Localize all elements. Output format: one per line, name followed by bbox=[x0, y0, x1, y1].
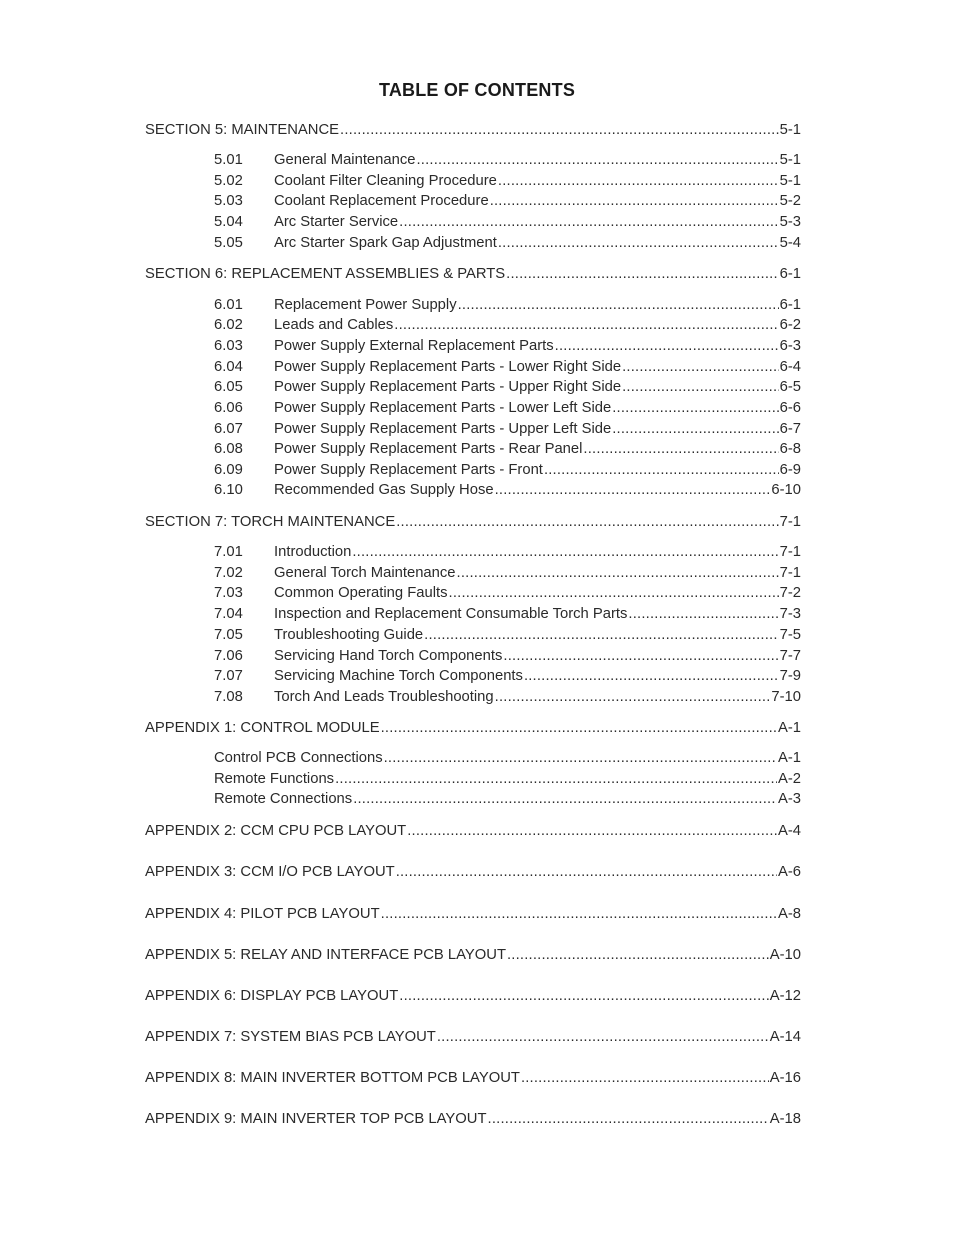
toc-page-number: 6-4 bbox=[779, 359, 801, 375]
toc-page-number: A-4 bbox=[777, 823, 801, 839]
dot-leader bbox=[490, 191, 779, 211]
toc-entry-label: Leads and Cables bbox=[274, 317, 394, 333]
toc-entry-number: 7.01 bbox=[214, 544, 243, 560]
toc-subsection-entry[interactable] bbox=[214, 315, 801, 335]
toc-entry-label: Power Supply Replacement Parts - Lower Left Side bbox=[274, 400, 612, 416]
toc-subsection-entry[interactable] bbox=[214, 625, 801, 645]
toc-entry-number: 6.05 bbox=[214, 379, 243, 395]
dot-leader bbox=[394, 315, 778, 335]
toc-page-number: 6-6 bbox=[779, 400, 801, 416]
dot-leader bbox=[458, 295, 779, 315]
toc-entry-number: 6.03 bbox=[214, 338, 243, 354]
toc-page-number: 5-1 bbox=[779, 152, 801, 168]
toc-page-number: 6-9 bbox=[779, 462, 801, 478]
toc-entry-label: Power Supply External Replacement Parts bbox=[274, 338, 554, 354]
toc-page-number: A-18 bbox=[769, 1111, 801, 1127]
toc-subsection-entry[interactable] bbox=[214, 604, 801, 624]
toc-entry-number: 7.07 bbox=[214, 668, 243, 684]
toc-entry-number: 5.03 bbox=[214, 193, 243, 209]
toc-page-number: 6-10 bbox=[771, 482, 801, 498]
toc-subsection-entry[interactable] bbox=[214, 191, 801, 211]
toc-section-entry[interactable] bbox=[145, 718, 801, 738]
toc-page-number: 6-7 bbox=[779, 421, 801, 437]
toc-entry-number: 7.05 bbox=[214, 627, 243, 643]
toc-entry-number: 7.02 bbox=[214, 565, 243, 581]
dot-leader bbox=[628, 604, 778, 624]
dot-leader bbox=[498, 233, 779, 253]
dot-leader bbox=[399, 986, 768, 1006]
toc-section-entry[interactable] bbox=[145, 986, 801, 1006]
dot-leader bbox=[495, 480, 771, 500]
toc-page-number: 5-2 bbox=[779, 193, 801, 209]
dot-leader bbox=[503, 646, 778, 666]
toc-section-entry[interactable] bbox=[145, 821, 801, 841]
dot-leader bbox=[340, 120, 779, 140]
toc-subsection-entry[interactable] bbox=[214, 480, 801, 500]
toc-entry-label: APPENDIX 3: CCM I/O PCB LAYOUT bbox=[145, 864, 395, 880]
dot-leader bbox=[449, 583, 779, 603]
toc-page-number: 6-2 bbox=[779, 317, 801, 333]
toc-section-entry[interactable] bbox=[145, 1068, 801, 1088]
toc-entry-number: 6.02 bbox=[214, 317, 243, 333]
toc-page-number: 7-3 bbox=[779, 606, 801, 622]
toc-subsection-entry[interactable] bbox=[214, 295, 801, 315]
dot-leader bbox=[416, 150, 778, 170]
dot-leader bbox=[612, 419, 778, 439]
toc-entry-label: General Torch Maintenance bbox=[274, 565, 456, 581]
toc-subsection-entry[interactable] bbox=[214, 542, 801, 562]
toc-entry-number: 7.08 bbox=[214, 689, 243, 705]
toc-page-number: 5-4 bbox=[779, 235, 801, 251]
toc-page-number: A-1 bbox=[777, 750, 801, 766]
toc-section-entry[interactable] bbox=[145, 264, 801, 284]
toc-page-number: 5-1 bbox=[779, 173, 801, 189]
toc-entry-label: APPENDIX 8: MAIN INVERTER BOTTOM PCB LAYOUT bbox=[145, 1070, 520, 1086]
toc-subsection-entry[interactable] bbox=[214, 233, 801, 253]
dot-leader bbox=[352, 542, 778, 562]
toc-page-number: A-12 bbox=[769, 988, 801, 1004]
toc-section-entry[interactable] bbox=[145, 862, 801, 882]
toc-entry-number: 5.04 bbox=[214, 214, 243, 230]
toc-entry-label: Coolant Replacement Procedure bbox=[274, 193, 489, 209]
toc-entry-number: 6.01 bbox=[214, 297, 243, 313]
toc-subsection-entry[interactable] bbox=[214, 171, 801, 191]
toc-entry-label: Introduction bbox=[274, 544, 352, 560]
toc-entry-number: 5.05 bbox=[214, 235, 243, 251]
toc-page-number: 7-1 bbox=[779, 544, 801, 560]
toc-page-number: 7-1 bbox=[779, 514, 801, 530]
toc-subsection-entry[interactable] bbox=[214, 789, 801, 809]
dot-leader bbox=[524, 666, 779, 686]
toc-page-number: A-3 bbox=[777, 791, 801, 807]
dot-leader bbox=[424, 625, 778, 645]
dot-leader bbox=[384, 748, 777, 768]
toc-section-entry[interactable] bbox=[145, 120, 801, 140]
toc-page-number: 6-5 bbox=[779, 379, 801, 395]
toc-page-number: A-1 bbox=[777, 720, 801, 736]
toc-entry-number: 5.02 bbox=[214, 173, 243, 189]
toc-page-number: A-8 bbox=[777, 906, 801, 922]
toc-entry-number: 6.08 bbox=[214, 441, 243, 457]
dot-leader bbox=[488, 1109, 769, 1129]
dot-leader bbox=[506, 264, 778, 284]
toc-entry-label: Remote Connections bbox=[214, 791, 353, 807]
dot-leader bbox=[498, 171, 779, 191]
toc-entry-label: APPENDIX 7: SYSTEM BIAS PCB LAYOUT bbox=[145, 1029, 436, 1045]
dot-leader bbox=[381, 904, 777, 924]
toc-subsection-entry[interactable] bbox=[214, 769, 801, 789]
toc-entry-label: Power Supply Replacement Parts - Lower Right Side bbox=[274, 359, 622, 375]
toc-entry-number: 6.06 bbox=[214, 400, 243, 416]
toc-subsection-entry[interactable] bbox=[214, 357, 801, 377]
toc-subsection-entry[interactable] bbox=[214, 439, 801, 459]
dot-leader bbox=[521, 1068, 769, 1088]
toc-entry-label: Power Supply Replacement Parts - Upper Right Side bbox=[274, 379, 622, 395]
toc-page-number: A-10 bbox=[769, 947, 801, 963]
dot-leader bbox=[457, 563, 779, 583]
toc-entry-label: Power Supply Replacement Parts - Rear Panel bbox=[274, 441, 583, 457]
dot-leader bbox=[396, 512, 778, 532]
dot-leader bbox=[544, 460, 779, 480]
toc-page-number: 7-2 bbox=[779, 585, 801, 601]
toc-entry-label: Recommended Gas Supply Hose bbox=[274, 482, 494, 498]
dot-leader bbox=[407, 821, 777, 841]
dot-leader bbox=[381, 718, 777, 738]
toc-subsection-entry[interactable] bbox=[214, 460, 801, 480]
toc-entry-label: SECTION 6: REPLACEMENT ASSEMBLIES & PARTS bbox=[145, 266, 506, 282]
toc-subsection-entry[interactable] bbox=[214, 666, 801, 686]
toc-entry-label: Control PCB Connections bbox=[214, 750, 383, 766]
toc-entry-label: APPENDIX 2: CCM CPU PCB LAYOUT bbox=[145, 823, 407, 839]
toc-page-number: 5-1 bbox=[779, 122, 801, 138]
toc-page-number: 5-3 bbox=[779, 214, 801, 230]
toc-page-number: A-2 bbox=[777, 771, 801, 787]
page-title: TABLE OF CONTENTS bbox=[378, 80, 576, 100]
toc-section-entry[interactable] bbox=[145, 1027, 801, 1047]
toc-subsection-entry[interactable] bbox=[214, 377, 801, 397]
toc-entry-label: Coolant Filter Cleaning Procedure bbox=[274, 173, 497, 189]
toc-page-number: A-6 bbox=[777, 864, 801, 880]
toc-subsection-entry[interactable] bbox=[214, 150, 801, 170]
toc-entry-label: SECTION 7: TORCH MAINTENANCE bbox=[145, 514, 396, 530]
toc-entry-label: Remote Functions bbox=[214, 771, 335, 787]
toc-entry-label: APPENDIX 4: PILOT PCB LAYOUT bbox=[145, 906, 380, 922]
toc-entry-number: 5.01 bbox=[214, 152, 243, 168]
dot-leader bbox=[396, 862, 777, 882]
dot-leader bbox=[555, 336, 779, 356]
toc-subsection-entry[interactable] bbox=[214, 748, 801, 768]
toc-entry-label: Arc Starter Service bbox=[274, 214, 399, 230]
toc-entry-number: 7.04 bbox=[214, 606, 243, 622]
toc-entry-label: APPENDIX 9: MAIN INVERTER TOP PCB LAYOUT bbox=[145, 1111, 487, 1127]
toc-page-number: 7-7 bbox=[779, 648, 801, 664]
toc-entry-number: 6.10 bbox=[214, 482, 243, 498]
toc-subsection-entry[interactable] bbox=[214, 212, 801, 232]
toc-entry-number: 7.06 bbox=[214, 648, 243, 664]
toc-page-number: 6-8 bbox=[779, 441, 801, 457]
toc-entry-label: Replacement Power Supply bbox=[274, 297, 457, 313]
toc-entry-number: 6.04 bbox=[214, 359, 243, 375]
toc-page-number: 7-1 bbox=[779, 565, 801, 581]
toc-entry-label: Servicing Machine Torch Components bbox=[274, 668, 523, 684]
dot-leader bbox=[622, 357, 779, 377]
toc-section-entry[interactable] bbox=[145, 512, 801, 532]
toc-page-number: A-14 bbox=[769, 1029, 801, 1045]
toc-entry-number: 6.07 bbox=[214, 421, 243, 437]
dot-leader bbox=[622, 377, 779, 397]
dot-leader bbox=[353, 789, 777, 809]
toc-section-entry[interactable] bbox=[145, 945, 801, 965]
toc-page-number: A-16 bbox=[769, 1070, 801, 1086]
toc-page-number: 7-9 bbox=[779, 668, 801, 684]
toc-entry-label: SECTION 5: MAINTENANCE bbox=[145, 122, 340, 138]
dot-leader bbox=[335, 769, 777, 789]
toc-entry-label: Power Supply Replacement Parts - Front bbox=[274, 462, 543, 478]
dot-leader bbox=[507, 945, 769, 965]
toc-entry-label: APPENDIX 5: RELAY AND INTERFACE PCB LAYOUT bbox=[145, 947, 506, 963]
dot-leader bbox=[399, 212, 778, 232]
toc-entry-label: General Maintenance bbox=[274, 152, 416, 168]
toc-subsection-entry[interactable] bbox=[214, 419, 801, 439]
dot-leader bbox=[612, 398, 778, 418]
toc-page-number: 6-1 bbox=[779, 266, 801, 282]
toc-page-number: 7-10 bbox=[771, 689, 801, 705]
toc-page-number: 6-3 bbox=[779, 338, 801, 354]
dot-leader bbox=[583, 439, 778, 459]
toc-entry-label: Servicing Hand Torch Components bbox=[274, 648, 503, 664]
toc-entry-number: 7.03 bbox=[214, 585, 243, 601]
toc-section-entry[interactable] bbox=[145, 904, 801, 924]
dot-leader bbox=[495, 687, 771, 707]
toc-entry-label: Arc Starter Spark Gap Adjustment bbox=[274, 235, 497, 251]
toc-subsection-entry[interactable] bbox=[214, 583, 801, 603]
toc-page-number: 7-5 bbox=[779, 627, 801, 643]
toc-subsection-entry[interactable] bbox=[214, 646, 801, 666]
toc-entry-label: Troubleshooting Guide bbox=[274, 627, 424, 643]
toc-entry-label: Inspection and Replacement Consumable Torch Parts bbox=[274, 606, 628, 622]
toc-section-entry[interactable] bbox=[145, 1109, 801, 1129]
toc-entry-label: APPENDIX 6: DISPLAY PCB LAYOUT bbox=[145, 988, 399, 1004]
toc-subsection-entry[interactable] bbox=[214, 687, 801, 707]
toc-subsection-entry[interactable] bbox=[214, 336, 801, 356]
dot-leader bbox=[437, 1027, 769, 1047]
toc-entry-label: Common Operating Faults bbox=[274, 585, 448, 601]
toc-entry-number: 6.09 bbox=[214, 462, 243, 478]
toc-entry-label: APPENDIX 1: CONTROL MODULE bbox=[145, 720, 380, 736]
toc-entry-label: Power Supply Replacement Parts - Upper Left Side bbox=[274, 421, 612, 437]
toc-page-number: 6-1 bbox=[779, 297, 801, 313]
toc-subsection-entry[interactable] bbox=[214, 563, 801, 583]
toc-subsection-entry[interactable] bbox=[214, 398, 801, 418]
toc-entry-label: Torch And Leads Troubleshooting bbox=[274, 689, 494, 705]
